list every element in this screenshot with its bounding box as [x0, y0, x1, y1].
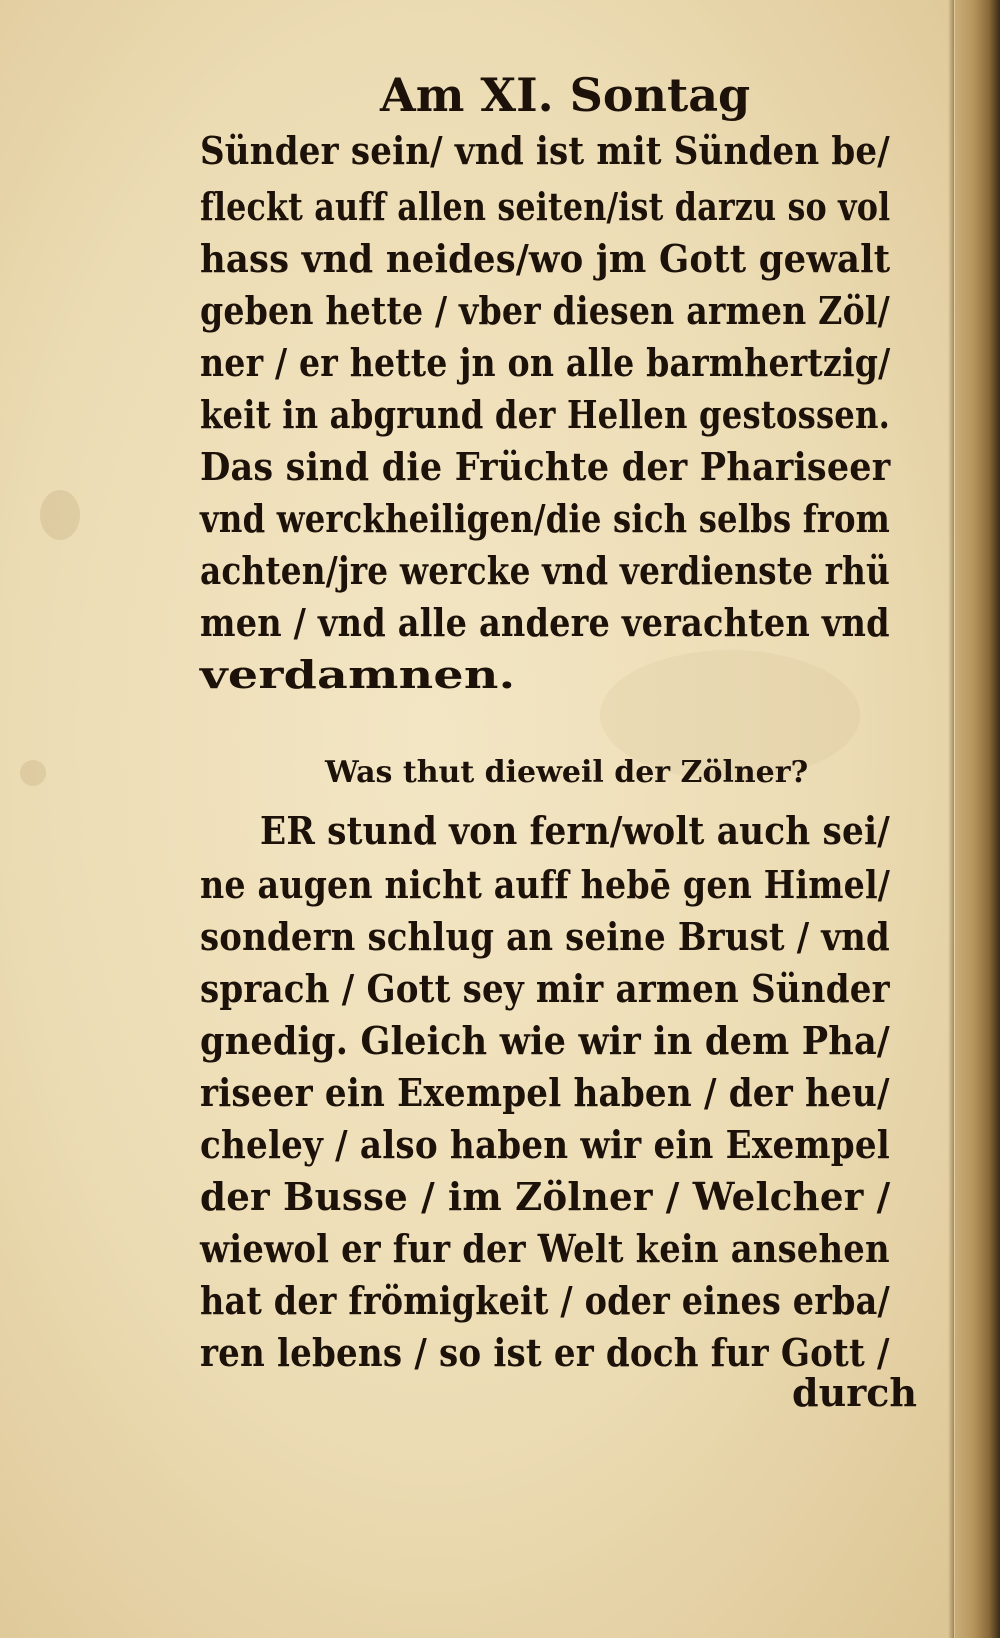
text-line: sondern schlug an seine Brust / vnd	[200, 914, 890, 959]
text-line: cheley / also haben wir ein Exempel	[200, 1122, 890, 1167]
text-line: ne augen nicht auff hebē gen Himel/	[200, 862, 891, 907]
text-line: fleckt auff allen seiten/ist darzu so vol	[200, 184, 891, 229]
text-line: ren lebens / so ist er doch fur Gott /	[200, 1330, 890, 1375]
text-line: verdamnen.	[200, 652, 516, 697]
text-line: Sünder sein/ vnd ist mit Sünden be/	[200, 128, 890, 173]
text-line: wiewol er fur der Welt kein ansehen	[200, 1226, 890, 1271]
text-line: ER stund von fern/wolt auch sei/	[260, 808, 890, 853]
paper-stain	[40, 490, 80, 540]
catchword: durch	[792, 1370, 917, 1415]
running-title: Am XI. Sontag	[380, 68, 751, 122]
paper-stain	[20, 760, 46, 786]
text-line: hat der frömigkeit / oder eines erba/	[200, 1278, 890, 1323]
section-subheading: Was thut dieweil der Zölner?	[325, 755, 809, 790]
text-line: vnd werckheiligen/die sich selbs from	[200, 496, 891, 541]
text-line: achten/jre wercke vnd verdienste rhü	[200, 548, 891, 593]
text-line: hass vnd neides/wo jm Gott gewalt	[200, 236, 891, 281]
text-line: gnedig. Gleich wie wir in dem Pha/	[200, 1018, 890, 1063]
text-line: Das sind die Früchte der Phariseer	[200, 444, 891, 489]
text-line: der Busse / im Zölner / Welcher /	[200, 1174, 891, 1219]
page-edge-shadow	[948, 0, 954, 1638]
text-line: keit in abgrund der Hellen gestossen.	[200, 392, 891, 437]
text-line: sprach / Gott sey mir armen Sünder	[200, 966, 890, 1011]
book-gutter	[955, 0, 1000, 1638]
text-line: riseer ein Exempel haben / der heu/	[200, 1070, 890, 1115]
text-line: geben hette / vber diesen armen Zöl/	[200, 288, 890, 333]
text-line: ner / er hette jn on alle barmhertzig/	[200, 340, 891, 385]
text-line: men / vnd alle andere verachten vnd	[200, 600, 890, 645]
